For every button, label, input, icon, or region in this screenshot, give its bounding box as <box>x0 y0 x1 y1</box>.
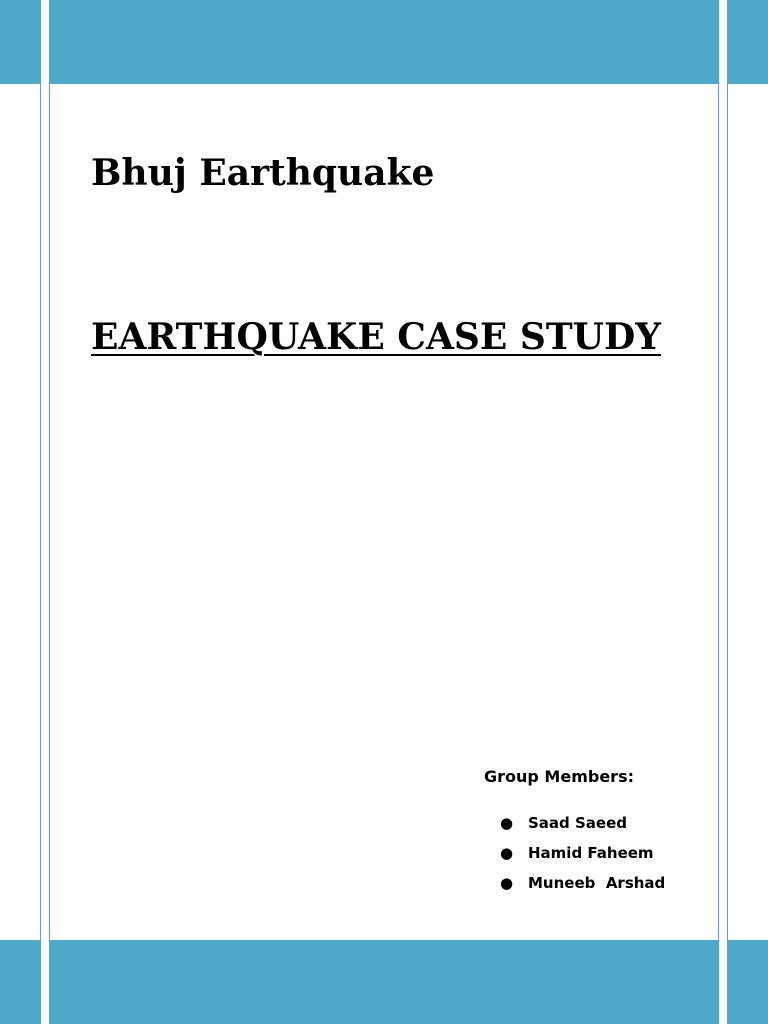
bullet-icon: ● <box>500 814 514 832</box>
document-subtitle: EARTHQUAKE CASE STUDY <box>91 316 661 358</box>
group-members-heading: Group Members: <box>484 767 634 786</box>
left-border-line <box>40 0 41 1024</box>
list-item <box>500 812 665 842</box>
list-item <box>500 872 665 902</box>
right-border-line <box>718 0 719 1024</box>
document-title: Bhuj Earthquake <box>91 152 435 194</box>
header-band-right <box>728 0 768 84</box>
bullet-icon: ● <box>500 874 514 892</box>
footer-band-right <box>728 940 768 1024</box>
footer-band-left <box>0 940 40 1024</box>
member-name: Saad Saeed <box>528 814 628 832</box>
left-border-line <box>49 0 50 1024</box>
group-members-list <box>500 812 665 902</box>
member-name: Hamid Faheem <box>528 844 654 862</box>
member-name: Muneeb Arshad <box>528 874 666 892</box>
header-band <box>50 0 718 84</box>
list-item <box>500 842 665 872</box>
header-band-left <box>0 0 40 84</box>
right-border-line <box>727 0 728 1024</box>
footer-band <box>50 940 718 1024</box>
bullet-icon: ● <box>500 844 514 862</box>
